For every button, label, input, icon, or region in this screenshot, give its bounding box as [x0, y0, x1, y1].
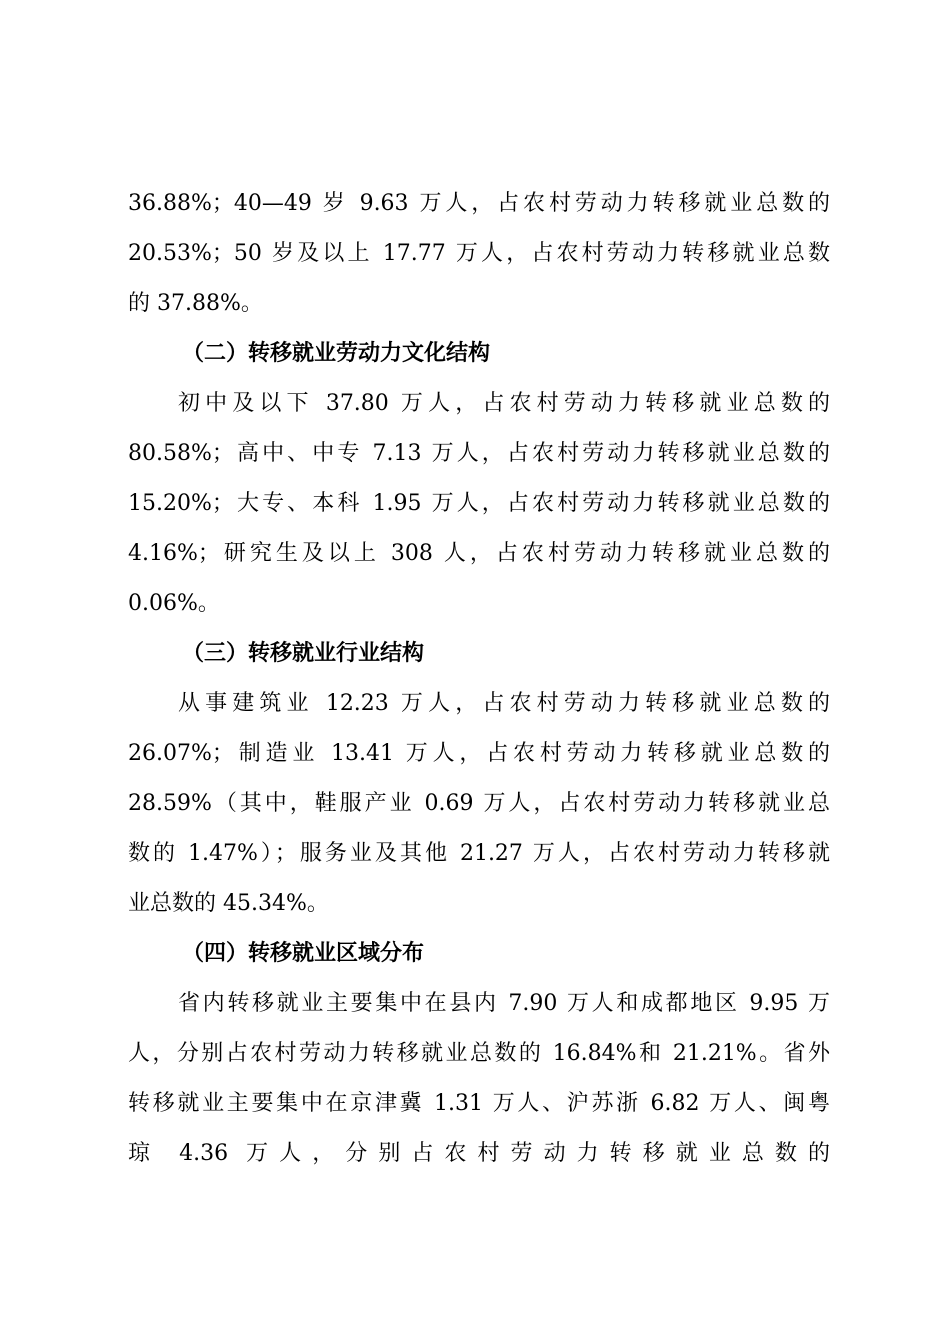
paragraph-line: 15.20%；大专、本科 1.95 万人，占农村劳动力转移就业总数的	[128, 491, 830, 516]
paragraph-line: 从事建筑业 12.23 万人，占农村劳动力转移就业总数的	[178, 691, 830, 716]
paragraph-line: 0.06%。	[128, 591, 220, 616]
paragraph-line: 4.16%；研究生及以上 308 人，占农村劳动力转移就业总数的	[128, 541, 830, 566]
paragraph-line: 28.59%（其中，鞋服产业 0.69 万人，占农村劳动力转移就业总	[128, 791, 830, 816]
section-heading-industry: （三）转移就业行业结构	[182, 641, 425, 666]
paragraph-line: 省内转移就业主要集中在县内 7.90 万人和成都地区 9.95 万	[178, 991, 830, 1016]
paragraph-line: 26.07%；制造业 13.41 万人，占农村劳动力转移就业总数的	[128, 741, 830, 766]
paragraph-line: 转移就业主要集中在京津冀 1.31 万人、沪苏浙 6.82 万人、闽粤	[128, 1091, 830, 1116]
paragraph-line: 琼 4.36 万人，分别占农村劳动力转移就业总数的	[128, 1141, 830, 1166]
paragraph-line: 36.88%；40—49 岁 9.63 万人，占农村劳动力转移就业总数的	[128, 191, 830, 216]
paragraph-line: 初中及以下 37.80 万人，占农村劳动力转移就业总数的	[178, 391, 830, 416]
paragraph-line: 的 37.88%。	[128, 291, 263, 316]
paragraph-line: 80.58%；高中、中专 7.13 万人，占农村劳动力转移就业总数的	[128, 441, 830, 466]
section-heading-region: （四）转移就业区域分布	[182, 941, 425, 966]
paragraph-line: 20.53%；50 岁及以上 17.77 万人，占农村劳动力转移就业总数	[128, 241, 830, 266]
paragraph-line: 数的 1.47%）；服务业及其他 21.27 万人，占农村劳动力转移就	[128, 841, 830, 866]
section-heading-education: （二）转移就业劳动力文化结构	[182, 341, 491, 366]
paragraph-line: 人，分别占农村劳动力转移就业总数的 16.84%和 21.21%。省外	[128, 1041, 830, 1066]
paragraph-line: 业总数的 45.34%。	[128, 891, 329, 916]
